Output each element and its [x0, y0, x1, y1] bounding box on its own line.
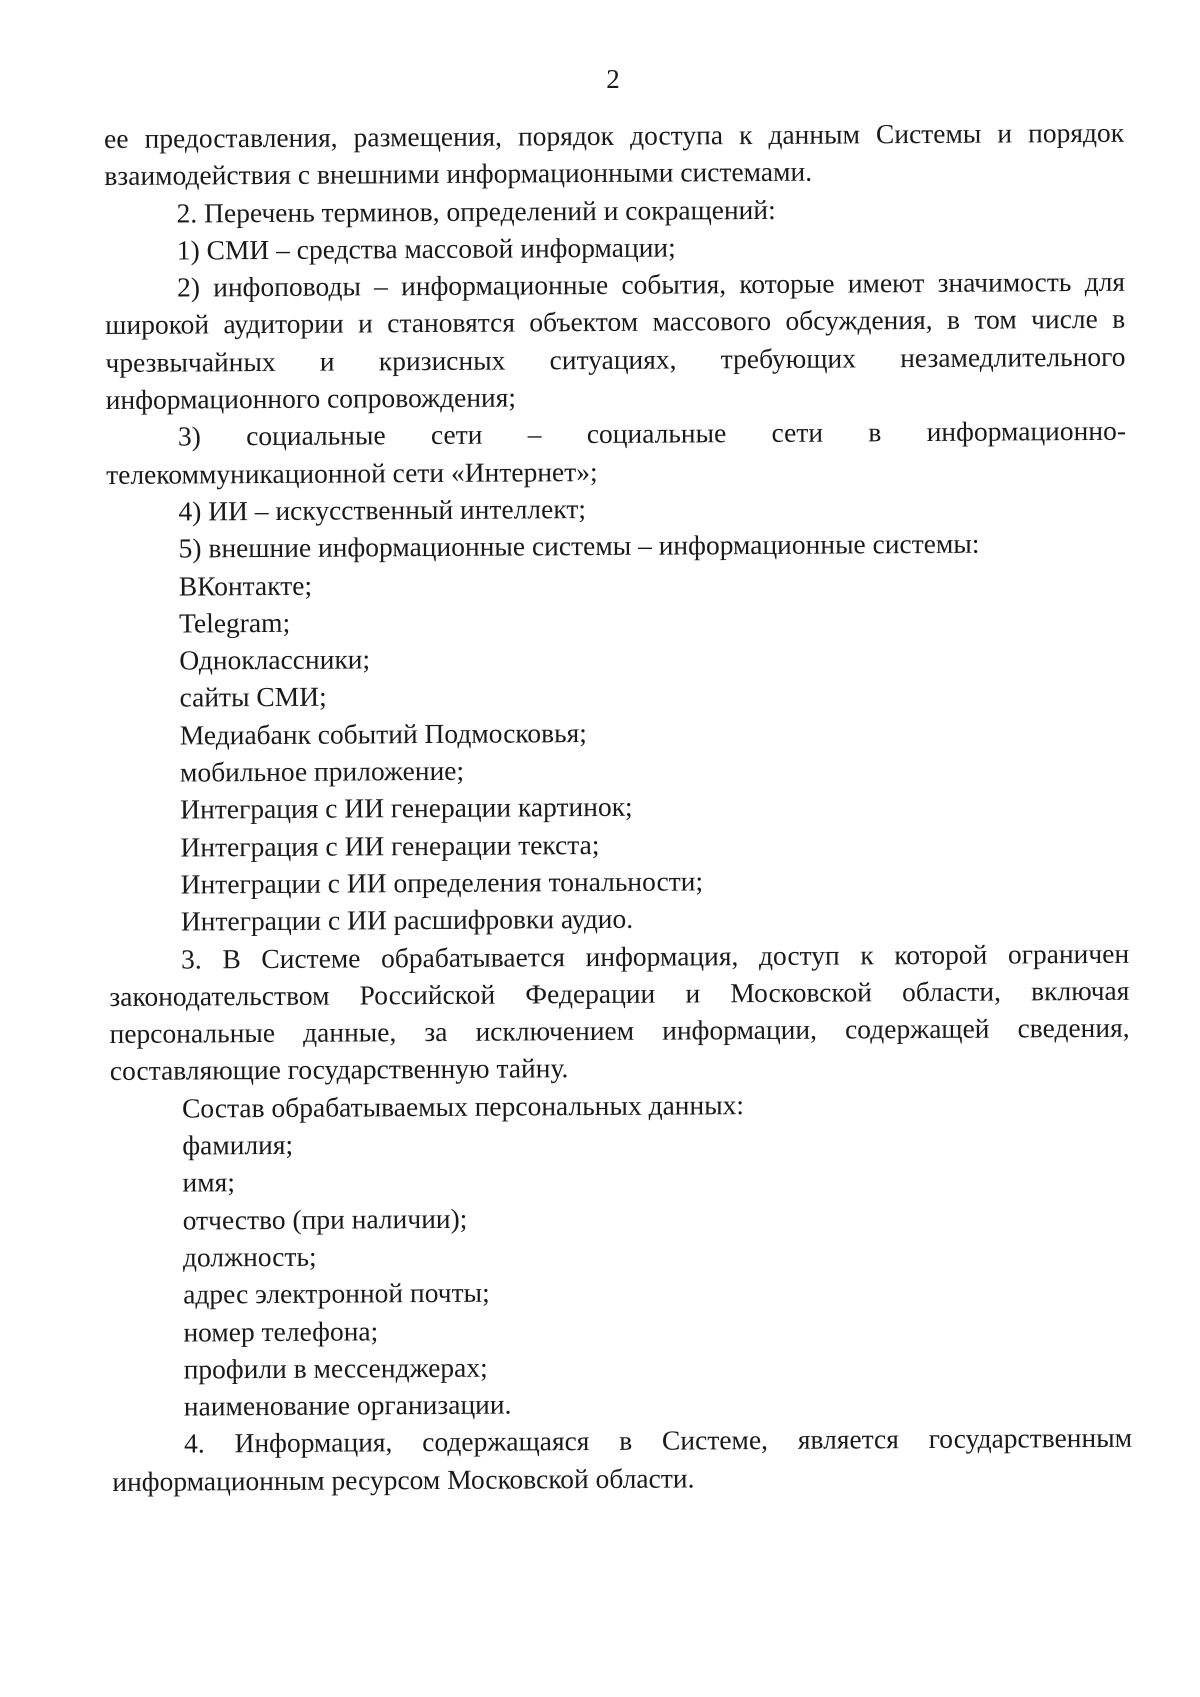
list-item: Одноклассники; — [179, 643, 371, 676]
list-item: фамилия; — [182, 1128, 294, 1161]
external-systems-list — [107, 561, 1129, 940]
term-social-networks: 3) социальные сети – социальные сети в информационно-телекоммуникационной сети «Интернет»; — [106, 415, 1127, 490]
paragraph-terms-heading: 2. Перечень терминов, определений и сокращений: — [176, 193, 776, 229]
list-item: ВКонтакте; — [178, 569, 313, 602]
list-item: Интеграция с ИИ генерации картинок; — [180, 791, 633, 825]
term-ai: 4) ИИ – искусственный интеллект; — [178, 493, 587, 527]
paragraph-4: 4. Информация, содержащаяся в Системе, является государственным информационным ресурсом Московской области. — [112, 1422, 1133, 1497]
list-item: сайты СМИ; — [179, 681, 327, 714]
term-infopovody: 2) инфоповоды – информационные события, которые имеют значимость для широкой аудитории и становятся объектом массового обсуждения, в том числе в чрезвычайных и кризисных ситуациях, требующих незамедлительного информационного сопровождения; — [105, 265, 1126, 416]
list-item: Интеграция с ИИ генерации текста; — [180, 828, 600, 863]
list-item: имя; — [182, 1166, 236, 1198]
list-item: адрес электронной почты; — [183, 1276, 490, 1310]
personal-data-heading: Состав обрабатываемых персональных данных: — [181, 1088, 745, 1124]
list-item: Telegram; — [178, 606, 291, 639]
term-smi: 1) СМИ – средства массовой информации; — [176, 231, 676, 266]
list-item: наименование организации. — [183, 1388, 512, 1422]
list-item: должность; — [182, 1240, 317, 1273]
list-item: номер телефона; — [183, 1314, 379, 1348]
personal-data-list — [110, 1121, 1132, 1426]
list-item: Интеграции с ИИ расшифровки аудио. — [180, 903, 634, 937]
list-item: мобильное приложение; — [179, 754, 465, 788]
paragraph-3: 3. В Системе обрабатывается информация, доступ к которой ограничен законодательством Российской Федерации и Московской области, включая персональные данные, за исключением информации, содержащей сведения, составляющие государственную тайну. — [109, 937, 1130, 1087]
paragraph-continuation: ее предоставления, размещения, порядок доступа к данным Системы и порядок взаимодействия с внешними информационными системами. — [104, 116, 1125, 192]
page-number: 2 — [606, 64, 620, 94]
list-item: профили в мессенджерах; — [183, 1351, 488, 1385]
document-body — [104, 114, 1132, 1500]
list-item: Медиабанк событий Подмосковья; — [179, 716, 587, 751]
list-item: Интеграции с ИИ определения тональности; — [180, 865, 704, 900]
list-item: отчество (при наличии); — [182, 1202, 468, 1236]
term-external-systems: 5) внешние информационные системы – информационные системы: — [178, 527, 980, 564]
